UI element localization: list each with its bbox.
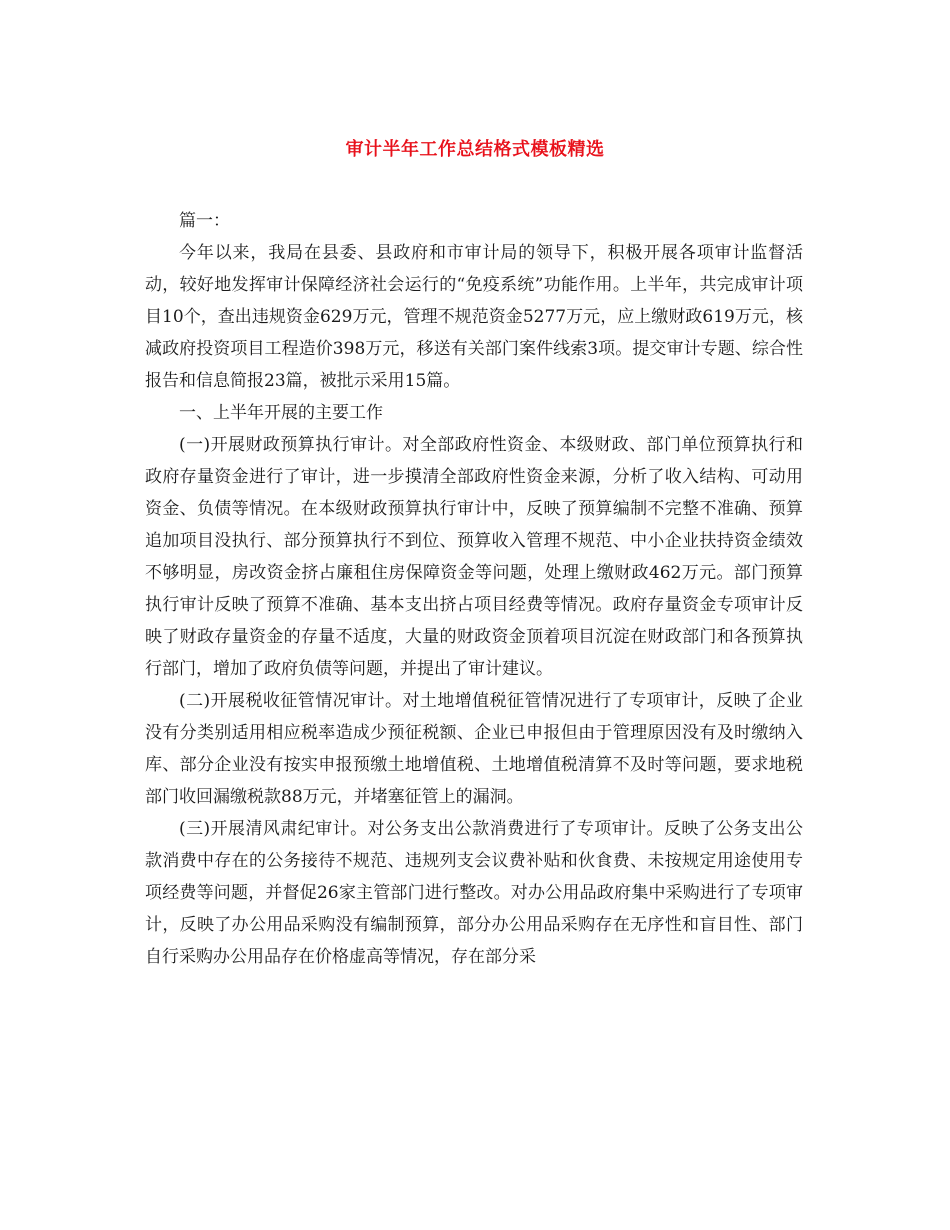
document-title: 审计半年工作总结格式模板精选 — [345, 139, 605, 160]
section-label-pian-yi: 篇一： — [179, 211, 230, 231]
document-body — [145, 205, 803, 973]
section-heading-main-work: 一、上半年开展的主要工作 — [179, 403, 383, 423]
paragraph-clean-governance-audit: (三)开展清风肃纪审计。对公务支出公款消费进行了专项审计。反映了公务支出公款消费中存在的公务接待不规范、违规列支会议费补贴和伙食费、未按规定用途使用专项经费等问题，并督促26家主管部门进行整改。对办公用品政府集中采购进行了专项审计，反映了办公用品采购没有编制预算，部分办公用品采购存在无序性和盲目性、部门自行采购办公用品存在价格虚高等情况，存在部分采 — [145, 819, 803, 967]
paragraph-fiscal-budget-audit: (一)开展财政预算执行审计。对全部政府性资金、本级财政、部门单位预算执行和政府存量资金进行了审计，进一步摸清全部政府性资金来源，分析了收入结构、可动用资金、负债等情况。在本级财政预算执行审计中，反映了预算编制不完整不准确、预算追加项目没执行、部分预算执行不到位、预算收入管理不规范、中小企业扶持资金绩效不够明显，房改资金挤占廉租住房保障资金等问题，处理上缴财政462万元。部门预算执行审计反映了预算不准确、基本支出挤占项目经费等情况。政府存量资金专项审计反映了财政存量资金的存量不适度，大量的财政资金顶着项目沉淀在财政部门和各预算执行部门，增加了政府负债等问题，并提出了审计建议。 — [145, 435, 803, 679]
intro-paragraph: 今年以来，我局在县委、县政府和市审计局的领导下，积极开展各项审计监督活动，较好地发挥审计保障经济社会运行的“免疫系统”功能作用。上半年，共完成审计项目10个，查出违规资金629万元，管理不规范资金5277万元，应上缴财政619万元，核减政府投资项目工程造价398万元，移送有关部门案件线索3项。提交审计专题、综合性报告和信息简报23篇，被批示采用15篇。 — [145, 243, 803, 391]
paragraph-tax-audit: (二)开展税收征管情况审计。对土地增值税征管情况进行了专项审计，反映了企业没有分类别适用相应税率造成少预征税额、企业已申报但由于管理原因没有及时缴纳入库、部分企业没有按实申报预缴土地增值税、土地增值税清算不及时等问题，要求地税部门收回漏缴税款88万元，并堵塞征管上的漏洞。 — [145, 691, 803, 807]
